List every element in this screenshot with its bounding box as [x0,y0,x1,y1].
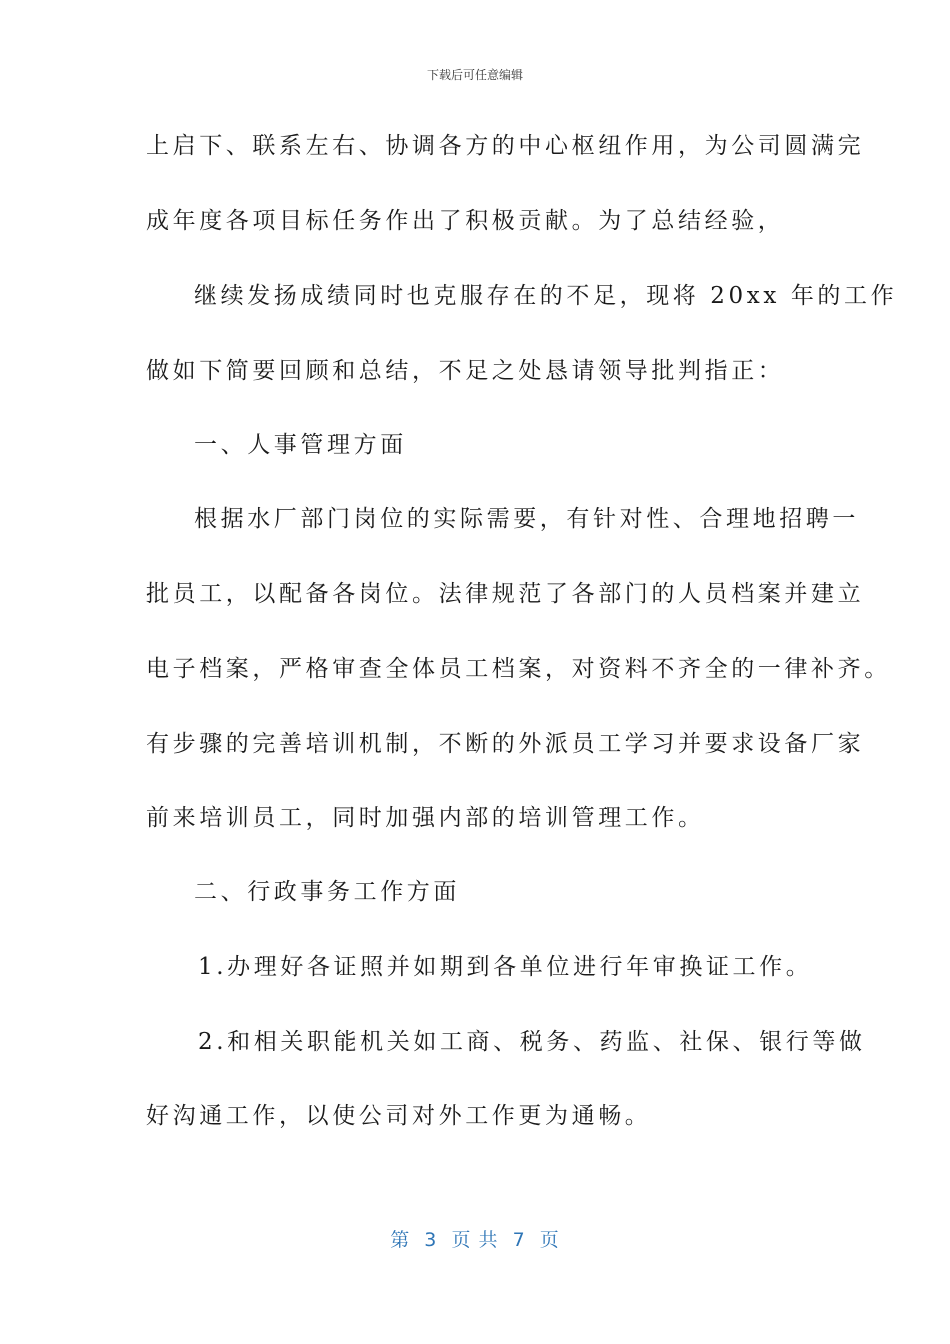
body-line: 继续发扬成绩同时也克服存在的不足，现将 20xx 年的工作 [194,283,898,309]
body-line: 好沟通工作，以使公司对外工作更为通畅。 [146,1103,652,1129]
body-line: 上启下、联系左右、协调各方的中心枢纽作用，为公司圆满完 [146,133,865,159]
body-line: 做如下简要回顾和总结，不足之处恳请领导批判指正： [146,358,785,384]
body-line: 批员工，以配备各岗位。法律规范了各部门的人员档案并建立 [146,581,865,607]
body-line: 根据水厂部门岗位的实际需要，有针对性、合理地招聘一 [194,506,859,532]
body-line: 成年度各项目标任务作出了积极贡献。为了总结经验， [146,208,785,234]
list-item: 1.办理好各证照并如期到各单位进行年审换证工作。 [198,954,813,980]
section-heading: 一、人事管理方面 [194,432,407,458]
download-note: 下载后可任意编辑 [426,68,523,82]
body-line: 电子档案，严格审查全体员工档案，对资料不齐全的一律补齐。 [146,656,891,682]
body-line: 前来培训员工，同时加强内部的培训管理工作。 [146,805,705,831]
list-item: 2.和相关职能机关如工商、税务、药监、社保、银行等做 [198,1029,866,1055]
page-number: 第 3 页 共 7 页 [390,1229,560,1251]
body-line: 有步骤的完善培训机制，不断的外派员工学习并要求设备厂家 [146,731,865,757]
section-heading: 二、行政事务工作方面 [194,879,460,905]
